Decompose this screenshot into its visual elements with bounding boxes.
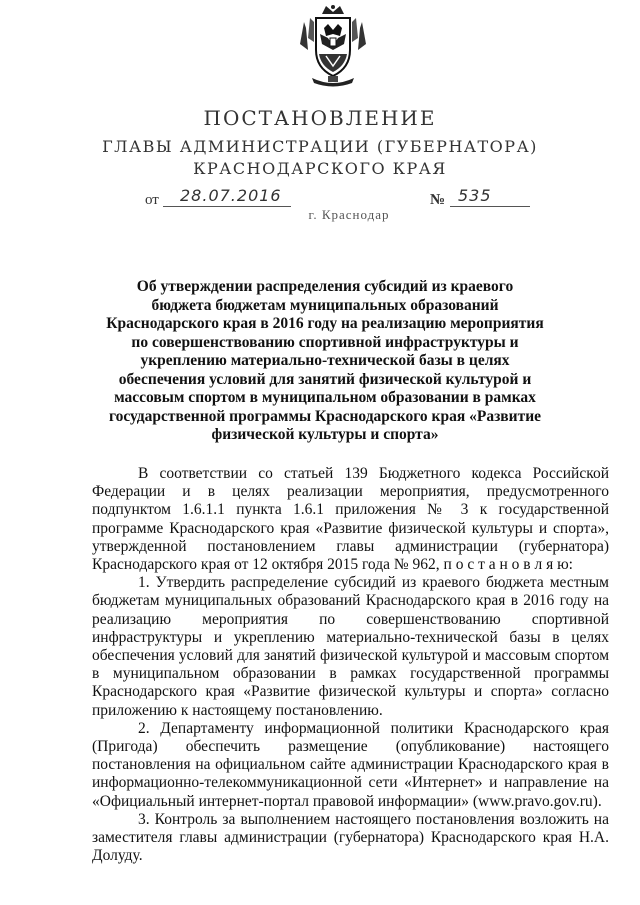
date-prefix: от	[145, 192, 159, 208]
clause-2-paragraph: 2. Департаменту информационной политики Краснодарского края (Пригода) обеспечить размещение (опубликование) настоящего постановления на официальном сайте администрации Краснодарского края в информационно-телекоммуникационной сети «Интернет» и направление на «Официальный интернет-портал правовой информации» (www.pravo.gov.ru).	[92, 719, 609, 810]
number-value: 535	[458, 186, 492, 205]
document-body	[92, 465, 609, 865]
document-title: Об утверждении распределения субсидий из краевого бюджета бюджетам муниципальных образований Краснодарского края в 2016 году на реализацию мероприятия по совершенствованию спортивной инфраструктуры и укреплению материально-технической базы в целях обеспечения условий для занятий физической культурой и массовым спортом в муниципальном образовании в рамках государственной программы Краснодарского края «Развитие физической культуры и спорта»	[106, 278, 544, 443]
clause-3-paragraph: 3. Контроль за выполнением настоящего постановления возложить на заместителя главы администрации (губернатора) Краснодарского края Н.А. Долуду.	[92, 810, 609, 865]
city-label: г. Краснодар	[308, 207, 390, 222]
coat-of-arms-icon	[298, 4, 368, 88]
clause-1-paragraph: 1. Утвердить распределение субсидий из краевого бюджета местным бюджетам муниципальных образований Краснодарского края в 2016 году на реализацию мероприятия по совершенствованию спортивной инфраструктуры и укреплению материально-технической базы в целях обеспечения условий для занятий физической культурой и массовым спортом в муниципальном образовании в рамках государственной программы Краснодарского края «Развитие физической культуры и спорта» согласно приложению к настоящему постановлению.	[92, 574, 609, 719]
issuer-line-2: КРАСНОДАРСКОГО КРАЯ	[193, 159, 447, 178]
preamble-paragraph: В соответствии со статьей 139 Бюджетного кодекса Российской Федерации и в целях реализации мероприятия, предусмотренного подпунктом 1.6.1.1 пункта 1.6.1 приложения № 3 к государственной программе Краснодарского края «Развитие физической культуры и спорта», утвержденной постановлением главы администрации (губернатора) Краснодарского края от 12 октября 2015 года № 962, п о с т а н о в л я ю:	[92, 465, 609, 574]
date-value: 28.07.2016	[180, 186, 282, 205]
number-prefix: №	[430, 192, 446, 208]
issuer-line-1: ГЛАВЫ АДМИНИСТРАЦИИ (ГУБЕРНАТОРА)	[102, 137, 538, 156]
document-type-heading: ПОСТАНОВЛЕНИЕ	[203, 106, 437, 130]
